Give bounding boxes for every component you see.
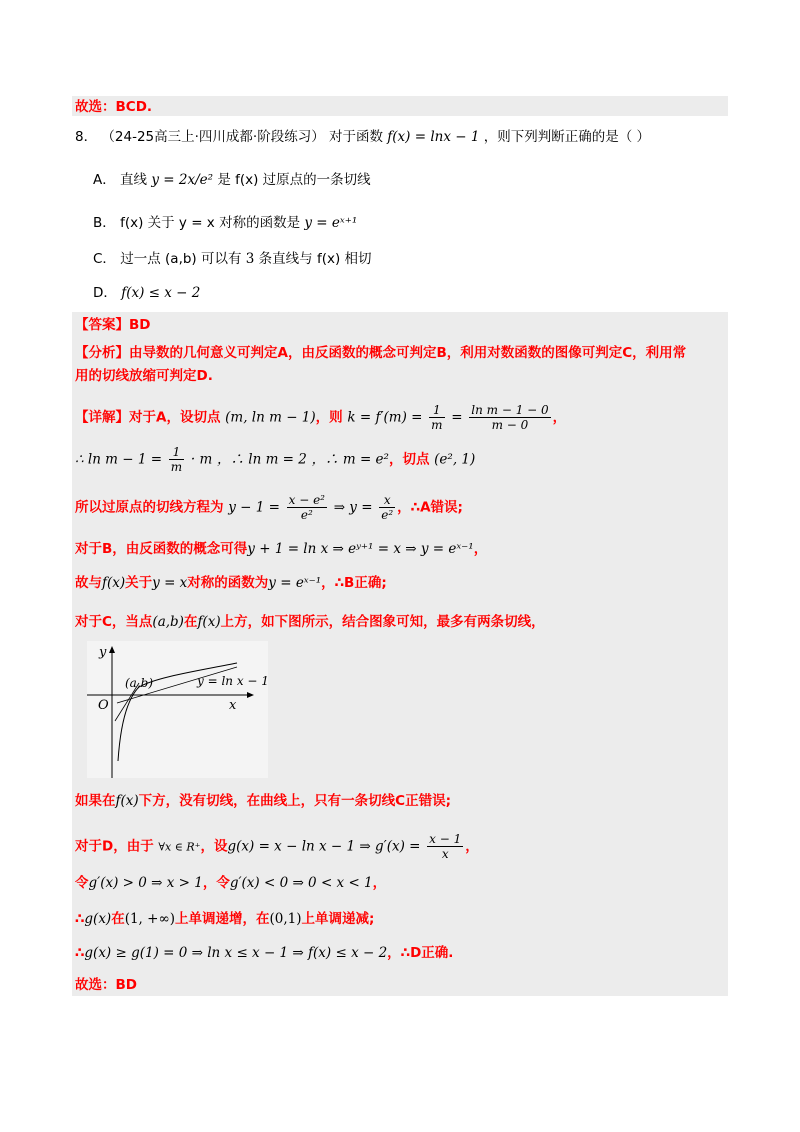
c1-text2: 在 [183, 614, 198, 630]
frac-slope [469, 403, 550, 432]
detail-c-line-2 [75, 792, 451, 810]
question-source: （24-25高三上·四川成都·阶段练习） [101, 129, 325, 145]
prev-answer-band [72, 96, 728, 116]
b-conclusion: ，∴B正确; [321, 575, 387, 591]
c2-text2: 下方，没有切线，在曲线上，只有一条切线C正错误; [138, 793, 451, 809]
option-d-label: D． [93, 285, 117, 301]
y-axis-arrow [109, 646, 115, 653]
x-axis-arrow [247, 692, 254, 698]
option-a-label: A． [93, 172, 116, 188]
answer-value: BD [129, 317, 151, 333]
eq-times-m: · m [190, 451, 213, 468]
c1-f: f(x) [197, 614, 221, 630]
frac-den: m − 0 [491, 418, 529, 432]
frac-x-over-e2 [379, 493, 395, 522]
frac-den: m [431, 418, 443, 432]
d3-m3: (0,1) [269, 911, 302, 927]
option-a-pre: 直线 [120, 172, 148, 188]
frac-num: 1 [429, 403, 444, 418]
implies-y: ⇒ y = [333, 499, 373, 516]
frac-1-over-m-2 [169, 445, 184, 474]
tangent-point-text: ，切点 [388, 451, 430, 468]
option-b-math: y = eˣ⁺¹ [304, 215, 358, 231]
c1-point: (a,b) [152, 614, 184, 630]
d2-t1: 令 [75, 875, 89, 891]
b2-text3: 对称的函数为 [187, 575, 269, 591]
frac-num: x [379, 493, 395, 508]
c1-text3: 上方，如下图所示，结合图象可知，最多有两条切线， [220, 614, 545, 630]
tangent-point-m: (m, ln m − 1) [225, 409, 316, 426]
d3-m2: (1, +∞) [124, 911, 175, 927]
frac-den: e² [381, 508, 394, 522]
frac-num: ln m − 1 − 0 [471, 403, 549, 417]
y-axis-label: y [99, 645, 107, 660]
question-number: 8． [75, 129, 98, 145]
detail-d-line-3 [75, 910, 374, 928]
detail-b-line-2 [75, 574, 387, 592]
b-text: 对于B，由反函数的概念可得 [75, 541, 248, 557]
d2-m1: g′(x) > 0 ⇒ x > 1 [88, 875, 203, 891]
d1-end: ， [465, 838, 479, 855]
d3-t3: 上单调递增，在 [174, 911, 270, 927]
d3-m1: g(x) [84, 911, 112, 927]
option-d-math: f(x) ≤ x − 2 [121, 285, 201, 301]
eq-m-e2: ，∴ m = e² [311, 451, 389, 468]
answer-tag: 【答案】 [75, 317, 129, 333]
option-c-math: 3 [245, 251, 255, 267]
analysis-line-2: 用的切线放缩可判定D. [75, 368, 213, 384]
tangent-eq-lhs: y − 1 = [228, 499, 280, 516]
frac-num: 1 [169, 445, 184, 460]
frac-num: x − e² [288, 493, 325, 507]
d4-t1: ∴ [75, 945, 85, 961]
d4-math: g(x) ≥ g(1) = 0 ⇒ ln x ≤ x − 1 ⇒ f(x) ≤ x − 2 [84, 945, 388, 961]
answer-line [75, 316, 151, 334]
b2-yx: y = x [152, 575, 188, 591]
b-math: y + 1 = ln x ⇒ eʸ⁺¹ = x ⇒ y = eˣ⁻¹ [247, 541, 474, 557]
detail-d-line-4 [75, 944, 453, 962]
detail-a1-text: 对于A，设切点 [129, 409, 221, 426]
slope-k: k = f′(m) = [347, 409, 423, 426]
detail-d-line-1 [75, 832, 479, 861]
d2-end: ， [372, 875, 387, 891]
d2-t2: ，令 [202, 875, 230, 891]
graph-svg [87, 641, 268, 778]
x-axis-label: x [229, 698, 237, 713]
option-c-pre: 过一点 (a,b) 可以有 [120, 251, 242, 267]
eq-lnm: ∴ ln m − 1 = [75, 451, 163, 468]
option-b [93, 214, 357, 232]
c2-f: f(x) [115, 793, 139, 809]
tangent-graph [87, 641, 268, 778]
option-a-math: y = 2x/e² [151, 172, 214, 188]
option-c [93, 250, 372, 268]
d3-t1: ∴ [75, 911, 85, 927]
option-a-post: 是 f(x) 过原点的一条切线 [217, 172, 371, 188]
detail-d-line-2 [75, 874, 386, 892]
d3-t4: 上单调递减; [301, 911, 375, 927]
option-a [93, 169, 371, 191]
function-expression: f(x) = lnx − 1 [387, 129, 480, 145]
previous-answer: 故选：BCD. [75, 99, 153, 115]
curve-label: y = ln x − 1 [197, 674, 268, 688]
d1-domain: ∀x ∈ R⁺ [158, 840, 201, 854]
option-c-label: C． [93, 251, 116, 267]
frac-1-over-m [429, 403, 444, 432]
final-answer: 故选：BD [75, 977, 137, 993]
b2-text2: 关于 [125, 575, 153, 591]
b2-text1: 故与 [75, 575, 102, 591]
d1-text2: ，设 [200, 838, 228, 855]
question-stem-before: 对于函数 [329, 129, 383, 145]
d-conclusion: ，∴D正确. [387, 945, 454, 961]
detail-b-line-1 [75, 540, 487, 558]
option-b-pre: f(x) 关于 y = x 对称的函数是 [120, 215, 301, 231]
c1-text1: 对于C，当点 [75, 614, 153, 630]
c2-text1: 如果在 [75, 793, 116, 809]
analysis-text-1: 由导数的几何意义可判定A，由反函数的概念可判定B，利用对数函数的图像可判定C，利用常 [129, 345, 687, 361]
detail-tag: 【详解】 [75, 409, 129, 426]
tangent-eq-text: 所以过原点的切线方程为 [75, 499, 224, 516]
detail-c-line-1 [75, 613, 545, 631]
eq-lnm-2: ，∴ ln m = 2 [216, 451, 307, 468]
detail-a1-mid: ，则 [315, 409, 343, 426]
option-b-label: B． [93, 215, 116, 231]
detail-a-line-3 [75, 493, 463, 522]
d1-math: g(x) = x − ln x − 1 ⇒ g′(x) = [227, 838, 421, 855]
frac-den: m [170, 460, 183, 474]
frac-tangent [287, 493, 327, 522]
frac-num: x − 1 [429, 832, 462, 846]
point-label: (a,b) [125, 676, 154, 690]
analysis-line-1 [75, 344, 686, 362]
detail-a-line-1: 【详解】对于A，设切点 (m, ln m − 1)，则 k = f′(m) = $\frac{1}{m}$ = $\frac{\text{ln m − 1 − 0}}{m - 0}$ ， [75, 403, 567, 432]
frac-den: x [441, 847, 449, 861]
frac-den: e² [300, 508, 313, 522]
detail-a-line-2 [75, 445, 475, 474]
b2-f: f(x) [102, 575, 126, 591]
d3-t2: 在 [111, 911, 125, 927]
a-conclusion: ，∴A错误; [397, 499, 463, 516]
d1-text1: 对于D，由于 [75, 838, 154, 855]
option-c-post: 条直线与 f(x) 相切 [258, 251, 372, 267]
d2-m2: g′(x) < 0 ⇒ 0 < x < 1 [229, 875, 373, 891]
origin-label: O [98, 698, 109, 713]
b2-math: y = eˣ⁻¹ [268, 575, 322, 591]
frac-gprime [427, 832, 463, 861]
analysis-tag: 【分析】 [75, 345, 129, 361]
question-stem [75, 128, 650, 146]
option-d [93, 284, 200, 302]
question-stem-after: ，则下列判断正确的是（ ） [483, 129, 651, 145]
b-end: ， [473, 541, 488, 557]
tangent-point-e2: (e², 1) [434, 451, 476, 468]
